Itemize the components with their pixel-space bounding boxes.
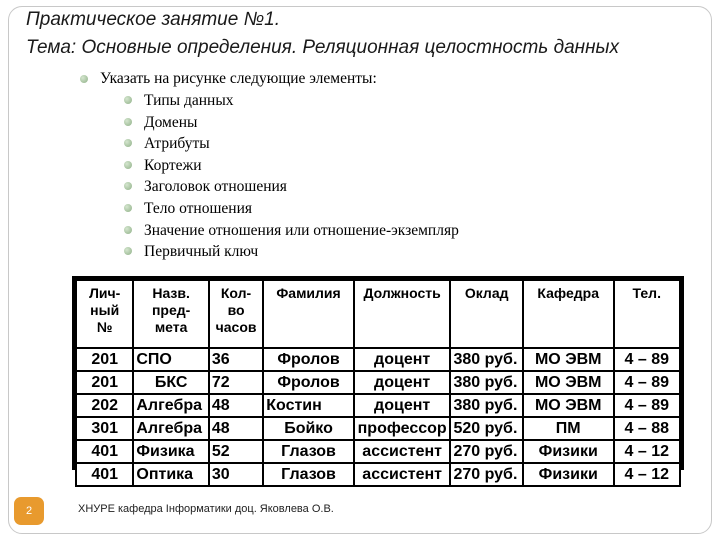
cell: 380 руб. [450,394,522,417]
cell: 401 [76,463,133,486]
cell: 201 [76,348,133,371]
cell: СПО [133,348,209,371]
cell: 4 – 88 [614,417,680,440]
table-row [76,394,680,417]
cell: Оптика [133,463,209,486]
header-department: Кафедра [523,280,614,348]
cell: доцент [354,348,451,371]
table-row [76,463,680,486]
cell: доцент [354,394,451,417]
cell: Костин [263,394,354,417]
bullet-icon [124,139,132,147]
cell: 4 – 89 [614,394,680,417]
cell: 36 [209,348,263,371]
slide-title [26,6,706,62]
page-number: 2 [25,505,33,517]
cell: Фролов [263,348,354,371]
cell: 270 руб. [450,440,522,463]
cell: Алгебра [133,417,209,440]
element-item-primary-key: Первичный ключ [122,241,459,263]
table-header-row [76,280,680,348]
cell: 48 [209,417,263,440]
cell: Физики [523,440,614,463]
title-line-2: Тема: Основные определения. Реляционная целостность данных [26,37,620,58]
cell: ассистент [354,463,451,486]
bullet-icon [124,182,132,190]
element-item-tuples: Кортежи [122,155,459,177]
cell: БКС [133,371,209,394]
element-item-data-types: Типы данных [122,90,459,112]
header-personal-number: Лич- ный № [76,280,133,348]
cell: ПМ [523,417,614,440]
bullet-icon [124,96,132,104]
cell: МО ЭВМ [523,394,614,417]
element-item-relation-heading: Заголовок отношения [122,176,459,198]
task-list [78,68,459,263]
element-item-attributes: Атрибуты [122,133,459,155]
table-row [76,348,680,371]
header-hours: Кол- во часов [209,280,263,348]
cell: доцент [354,371,451,394]
relation-table [75,279,681,487]
cell: 4 – 89 [614,371,680,394]
table-row [76,371,680,394]
cell: МО ЭВМ [523,348,614,371]
cell: ассистент [354,440,451,463]
cell: Физики [523,463,614,486]
header-position: Должность [354,280,451,348]
cell: 52 [209,440,263,463]
cell: Физика [133,440,209,463]
task-text: Указать на рисунке следующие элементы: [100,70,377,87]
bullet-icon [124,204,132,212]
bullet-icon [80,75,88,83]
cell: 301 [76,417,133,440]
cell: 202 [76,394,133,417]
header-surname: Фамилия [263,280,354,348]
element-item-relation-body: Тело отношения [122,198,459,220]
cell: Глазов [263,440,354,463]
cell: 30 [209,463,263,486]
cell: 520 руб. [450,417,522,440]
cell: 380 руб. [450,348,522,371]
header-salary: Оклад [450,280,522,348]
element-list [100,90,459,263]
table-row [76,417,680,440]
cell: 270 руб. [450,463,522,486]
bullet-icon [124,226,132,234]
cell: 4 – 12 [614,440,680,463]
task-item [78,68,459,263]
cell: 4 – 12 [614,463,680,486]
bullet-icon [124,247,132,255]
bullet-icon [124,161,132,169]
title-line-1: Практическое занятие №1. [26,9,281,30]
header-subject-name: Назв. пред- мета [133,280,209,348]
bullet-icon [124,118,132,126]
cell: 401 [76,440,133,463]
cell: Фролов [263,371,354,394]
table-row [76,440,680,463]
page-number-badge [14,497,44,525]
cell: профессор [354,417,451,440]
header-phone: Тел. [614,280,680,348]
element-item-domains: Домены [122,112,459,134]
cell: 380 руб. [450,371,522,394]
cell: Глазов [263,463,354,486]
cell: 48 [209,394,263,417]
cell: 72 [209,371,263,394]
footer-text: ХНУРЕ кафедра Інформатики доц. Яковлева О.В. [78,503,334,515]
cell: Бойко [263,417,354,440]
cell: Алгебра [133,394,209,417]
cell: МО ЭВМ [523,371,614,394]
cell: 4 – 89 [614,348,680,371]
relation-table-image [72,276,684,483]
element-item-relation-value: Значение отношения или отношение-экземпляр [122,220,459,242]
cell: 201 [76,371,133,394]
